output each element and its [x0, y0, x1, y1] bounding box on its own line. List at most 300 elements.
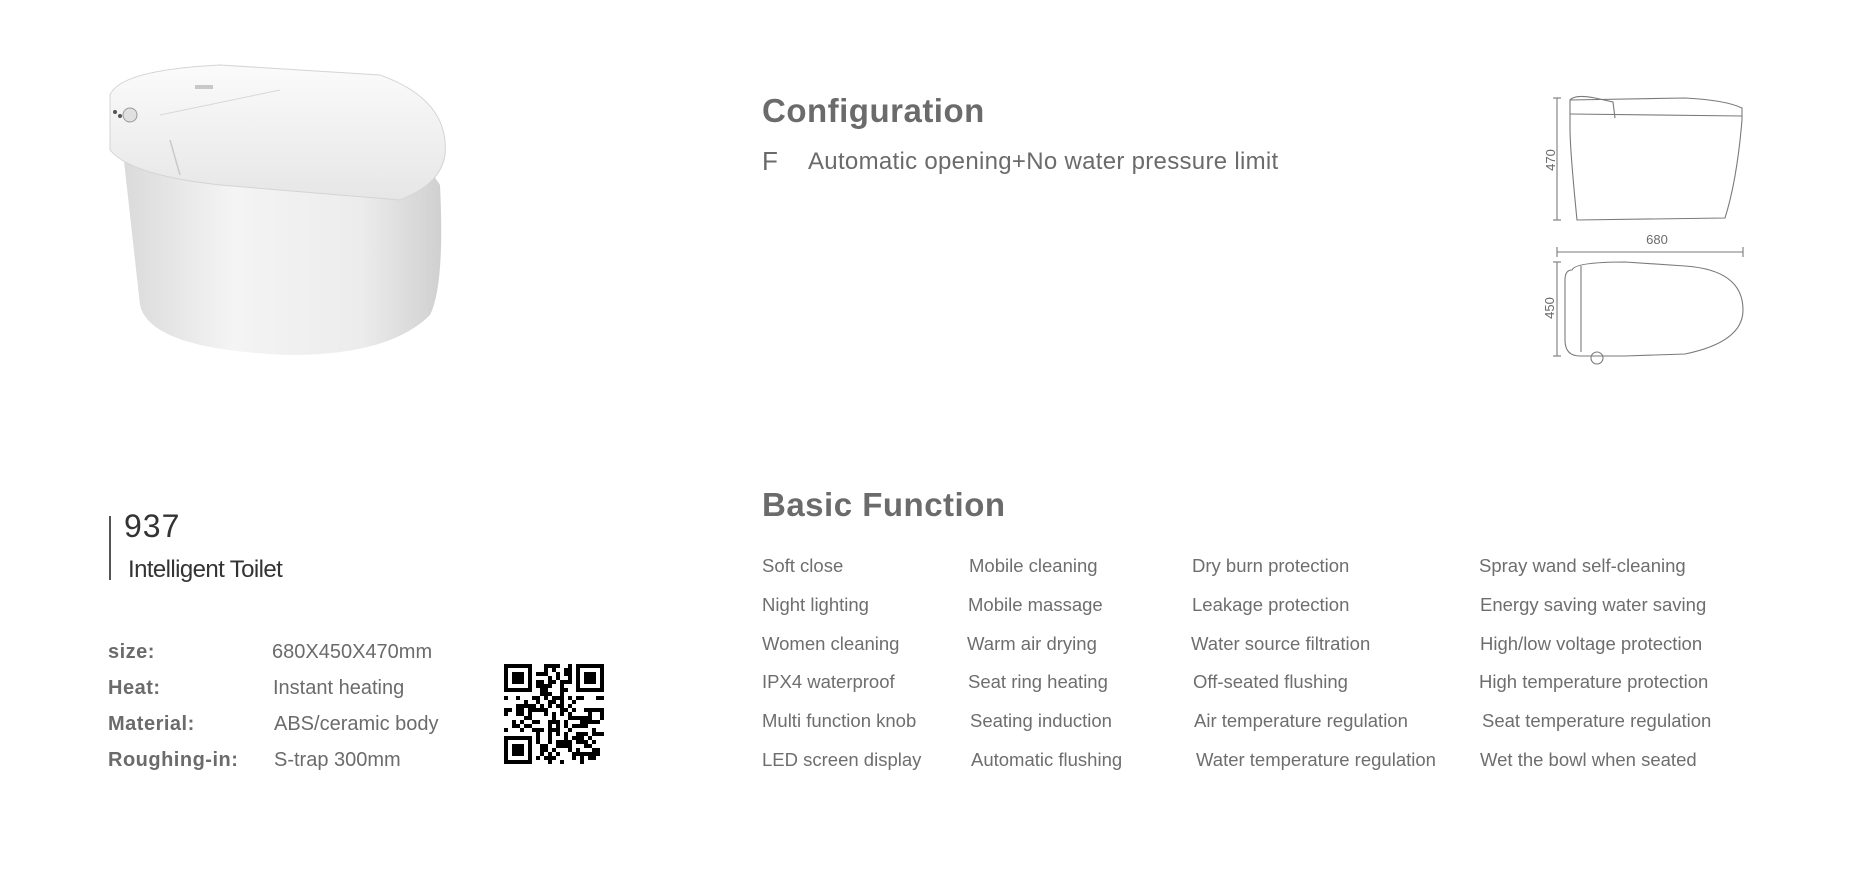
qr-module [536, 680, 540, 684]
qr-module [544, 744, 548, 748]
spec-value-heat: Instant heating [273, 677, 405, 699]
qr-module [548, 664, 552, 668]
qr-module [560, 760, 564, 764]
qr-module [516, 748, 520, 752]
qr-module [544, 756, 548, 760]
model-name-part2: Toilet [229, 556, 283, 583]
qr-module [564, 732, 568, 736]
qr-module [592, 708, 596, 712]
qr-module [576, 688, 580, 692]
qr-module [576, 740, 580, 744]
qr-module [548, 756, 552, 760]
qr-module [512, 724, 516, 728]
qr-module [548, 740, 552, 744]
qr-module [564, 736, 568, 740]
qr-module [576, 664, 580, 668]
qr-module [600, 716, 604, 720]
qr-module [596, 720, 600, 724]
qr-module [572, 752, 576, 756]
qr-module [576, 680, 580, 684]
qr-module [580, 716, 584, 720]
qr-module [568, 672, 572, 676]
qr-module [564, 668, 568, 672]
spec-label-size: size: [108, 641, 155, 663]
qr-module [588, 708, 592, 712]
qr-module [536, 756, 540, 760]
qr-module [580, 720, 584, 724]
qr-module [588, 720, 592, 724]
qr-module [504, 696, 508, 700]
qr-module [528, 752, 532, 756]
qr-module [548, 732, 552, 736]
qr-module [572, 708, 576, 712]
qr-module [572, 716, 576, 720]
function-item: Warm air drying [967, 633, 1097, 654]
qr-module [504, 676, 508, 680]
qr-module [568, 740, 572, 744]
qr-module [556, 664, 560, 668]
qr-module [540, 688, 544, 692]
function-item: LED screen display [762, 749, 922, 770]
qr-module [532, 708, 536, 712]
qr-module [536, 736, 540, 740]
qr-module [532, 704, 536, 708]
qr-module [560, 684, 564, 688]
qr-module [552, 664, 556, 668]
function-item: Women cleaning [762, 633, 900, 654]
qr-module [600, 732, 604, 736]
qr-module [576, 684, 580, 688]
function-item: High temperature protection [1479, 671, 1709, 692]
dimension-height: 470 [1543, 149, 1558, 171]
qr-module [588, 744, 592, 748]
qr-module [524, 704, 528, 708]
qr-module [528, 676, 532, 680]
qr-module [512, 664, 516, 668]
function-item: Mobile massage [968, 594, 1103, 615]
qr-module [508, 736, 512, 740]
qr-module [580, 732, 584, 736]
qr-module [544, 688, 548, 692]
qr-module [528, 756, 532, 760]
function-item: Seat temperature regulation [1482, 710, 1712, 731]
model-number: 937 [124, 508, 181, 544]
qr-module [592, 728, 596, 732]
qr-module [504, 684, 508, 688]
qr-module [552, 696, 556, 700]
qr-module [504, 664, 508, 668]
qr-module [556, 728, 560, 732]
qr-module [584, 752, 588, 756]
qr-module [580, 736, 584, 740]
spec-value-size: 680X450X470mm [272, 641, 433, 663]
qr-module [540, 704, 544, 708]
qr-module [504, 708, 508, 712]
qr-module [524, 700, 528, 704]
qr-module [528, 712, 532, 716]
spec-label-material: Material: [108, 713, 195, 735]
qr-module [588, 756, 592, 760]
qr-module [512, 688, 516, 692]
qr-module [568, 744, 572, 748]
qr-module [552, 720, 556, 724]
qr-module [548, 692, 552, 696]
qr-module [524, 736, 528, 740]
function-item: High/low voltage protection [1480, 633, 1703, 654]
qr-module [576, 736, 580, 740]
qr-module [572, 736, 576, 740]
qr-module [572, 724, 576, 728]
qr-module [548, 684, 552, 688]
qr-module [592, 720, 596, 724]
qr-module [556, 740, 560, 744]
qr-module [504, 688, 508, 692]
qr-module [504, 728, 508, 732]
qr-module [600, 680, 604, 684]
qr-module [576, 696, 580, 700]
qr-module [584, 688, 588, 692]
qr-module [576, 748, 580, 752]
qr-module [552, 756, 556, 760]
qr-module [528, 664, 532, 668]
qr-module [568, 680, 572, 684]
model-name [128, 556, 282, 584]
qr-module [580, 688, 584, 692]
qr-module [580, 756, 584, 760]
qr-module [544, 748, 548, 752]
qr-module [520, 708, 524, 712]
function-item: Mobile cleaning [969, 555, 1098, 576]
qr-module [552, 680, 556, 684]
qr-module [564, 708, 568, 712]
qr-module [520, 712, 524, 716]
qr-module [568, 696, 572, 700]
qr-module [528, 740, 532, 744]
function-item: IPX4 waterproof [762, 671, 895, 692]
qr-module [520, 676, 524, 680]
qr-module [504, 712, 508, 716]
qr-module [596, 664, 600, 668]
qr-module [592, 688, 596, 692]
dimension-width: 450 [1542, 297, 1557, 319]
qr-module [568, 676, 572, 680]
qr-module [528, 672, 532, 676]
qr-module [540, 692, 544, 696]
qr-module [516, 680, 520, 684]
qr-module [556, 704, 560, 708]
qr-module [524, 760, 528, 764]
qr-module [588, 676, 592, 680]
dimension-length: 680 [1646, 232, 1668, 247]
qr-module [600, 712, 604, 716]
qr-module [572, 756, 576, 760]
qr-module [548, 760, 552, 764]
qr-module [520, 672, 524, 676]
spec-value-roughing-in: S-trap 300mm [274, 749, 401, 771]
qr-module [544, 712, 548, 716]
qr-module [600, 668, 604, 672]
dimension-drawing [1535, 90, 1755, 380]
qr-module [536, 696, 540, 700]
qr-module [556, 676, 560, 680]
qr-module [512, 744, 516, 748]
qr-module [584, 740, 588, 744]
qr-module [516, 724, 520, 728]
qr-module [592, 748, 596, 752]
qr-module [596, 708, 600, 712]
qr-module [528, 680, 532, 684]
qr-module [540, 752, 544, 756]
qr-module [564, 720, 568, 724]
qr-module [540, 708, 544, 712]
qr-module [596, 752, 600, 756]
spec-label-heat: Heat: [108, 677, 161, 699]
qr-module [576, 668, 580, 672]
qr-module [516, 712, 520, 716]
qr-module [504, 736, 508, 740]
qr-module [560, 740, 564, 744]
configuration-code: F [762, 146, 778, 176]
qr-module [580, 752, 584, 756]
qr-module [520, 664, 524, 668]
qr-module [556, 752, 560, 756]
model-accent-bar [109, 516, 111, 580]
qr-module [540, 684, 544, 688]
qr-module [588, 736, 592, 740]
qr-module [520, 680, 524, 684]
qr-module [560, 700, 564, 704]
qr-module [572, 700, 576, 704]
qr-module [580, 740, 584, 744]
qr-module [548, 724, 552, 728]
qr-module [548, 680, 552, 684]
qr-module [540, 672, 544, 676]
qr-module [560, 680, 564, 684]
qr-module [600, 664, 604, 668]
qr-module [552, 700, 556, 704]
qr-module [552, 728, 556, 732]
qr-module [516, 708, 520, 712]
qr-module [504, 672, 508, 676]
qr-module [584, 744, 588, 748]
spec-label-roughing-in: Roughing-in: [108, 749, 239, 771]
qr-module [588, 752, 592, 756]
function-item: Night lighting [762, 594, 869, 615]
qr-module [528, 748, 532, 752]
qr-module [588, 664, 592, 668]
qr-module [568, 664, 572, 668]
qr-module [528, 716, 532, 720]
qr-module [520, 752, 524, 756]
qr-module [564, 672, 568, 676]
qr-module [520, 704, 524, 708]
qr-module [556, 720, 560, 724]
qr-module [592, 680, 596, 684]
qr-module [520, 720, 524, 724]
qr-module [528, 744, 532, 748]
qr-module [516, 672, 520, 676]
qr-module [588, 688, 592, 692]
qr-module [564, 688, 568, 692]
qr-module [560, 696, 564, 700]
qr-module [548, 704, 552, 708]
qr-module [520, 688, 524, 692]
qr-module [592, 672, 596, 676]
qr-module [596, 748, 600, 752]
qr-module [584, 664, 588, 668]
qr-module [524, 716, 528, 720]
qr-module [536, 728, 540, 732]
qr-module [564, 744, 568, 748]
qr-module [584, 672, 588, 676]
qr-module [512, 748, 516, 752]
qr-module [516, 696, 520, 700]
qr-module [568, 716, 572, 720]
qr-module [576, 676, 580, 680]
qr-module [508, 708, 512, 712]
qr-module [584, 720, 588, 724]
qr-module [576, 752, 580, 756]
qr-module [560, 744, 564, 748]
qr-module [548, 728, 552, 732]
qr-module [544, 692, 548, 696]
qr-module [540, 680, 544, 684]
qr-module [600, 708, 604, 712]
function-item: Off-seated flushing [1193, 671, 1348, 692]
configuration-description: Automatic opening+No water pressure limit [808, 148, 1279, 175]
qr-module [504, 668, 508, 672]
function-item: Seating induction [970, 710, 1112, 731]
qr-module [548, 676, 552, 680]
function-item: Energy saving water saving [1480, 594, 1707, 615]
qr-module [528, 708, 532, 712]
function-item: Multi function knob [762, 710, 917, 731]
qr-module [600, 688, 604, 692]
qr-module [592, 740, 596, 744]
qr-module [544, 668, 548, 672]
qr-module [524, 688, 528, 692]
qr-module [556, 732, 560, 736]
function-item: Soft close [762, 555, 844, 576]
qr-module [524, 724, 528, 728]
qr-module [600, 696, 604, 700]
qr-module [520, 748, 524, 752]
qr-module [600, 684, 604, 688]
qr-module [532, 696, 536, 700]
qr-module [516, 664, 520, 668]
function-item: Water temperature regulation [1196, 749, 1436, 770]
qr-module [592, 732, 596, 736]
qr-module [528, 684, 532, 688]
qr-module [516, 676, 520, 680]
qr-module [564, 724, 568, 728]
qr-module [536, 720, 540, 724]
configuration-title: Configuration [762, 92, 985, 129]
qr-module [576, 732, 580, 736]
qr-module [504, 748, 508, 752]
qr-module [552, 716, 556, 720]
function-item: Automatic flushing [971, 749, 1123, 770]
qr-module [568, 712, 572, 716]
qr-module [584, 724, 588, 728]
qr-module [508, 688, 512, 692]
qr-module [548, 736, 552, 740]
qr-module [556, 744, 560, 748]
qr-module [556, 724, 560, 728]
qr-module [588, 716, 592, 720]
qr-module [544, 696, 548, 700]
function-item: Wet the bowl when seated [1480, 749, 1697, 770]
qr-module [544, 684, 548, 688]
qr-module [540, 748, 544, 752]
qr-module [528, 736, 532, 740]
function-item: Dry burn protection [1192, 555, 1350, 576]
qr-module [584, 680, 588, 684]
qr-module [504, 680, 508, 684]
qr-module [576, 716, 580, 720]
qr-module [584, 716, 588, 720]
qr-module [544, 672, 548, 676]
qr-module [540, 744, 544, 748]
qr-module [564, 680, 568, 684]
qr-module [564, 740, 568, 744]
qr-module [512, 736, 516, 740]
qr-module [568, 728, 572, 732]
qr-module [512, 672, 516, 676]
qr-module [516, 704, 520, 708]
qr-module [532, 720, 536, 724]
qr-code-icon[interactable] [504, 664, 604, 764]
qr-module [560, 704, 564, 708]
qr-module [536, 700, 540, 704]
qr-module [592, 676, 596, 680]
qr-module [504, 744, 508, 748]
qr-module [512, 760, 516, 764]
qr-module [540, 728, 544, 732]
qr-module [516, 736, 520, 740]
qr-module [520, 736, 524, 740]
qr-module [528, 688, 532, 692]
qr-module [536, 684, 540, 688]
function-item: Leakage protection [1192, 594, 1350, 615]
qr-module [536, 740, 540, 744]
qr-module [588, 672, 592, 676]
qr-module [536, 708, 540, 712]
qr-module [548, 752, 552, 756]
basic-function-title: Basic Function [762, 486, 1006, 523]
qr-module [584, 708, 588, 712]
qr-module [580, 760, 584, 764]
function-item: Water source filtration [1191, 633, 1371, 654]
qr-module [516, 688, 520, 692]
qr-module [532, 728, 536, 732]
qr-module [592, 752, 596, 756]
qr-module [504, 756, 508, 760]
qr-module [508, 760, 512, 764]
qr-module [576, 672, 580, 676]
qr-module [560, 688, 564, 692]
qr-module [576, 724, 580, 728]
qr-module [552, 712, 556, 716]
qr-module [600, 676, 604, 680]
qr-module [548, 700, 552, 704]
qr-module [596, 732, 600, 736]
qr-module [508, 664, 512, 668]
qr-module [568, 668, 572, 672]
qr-module [528, 760, 532, 764]
qr-module [584, 732, 588, 736]
qr-module [588, 712, 592, 716]
